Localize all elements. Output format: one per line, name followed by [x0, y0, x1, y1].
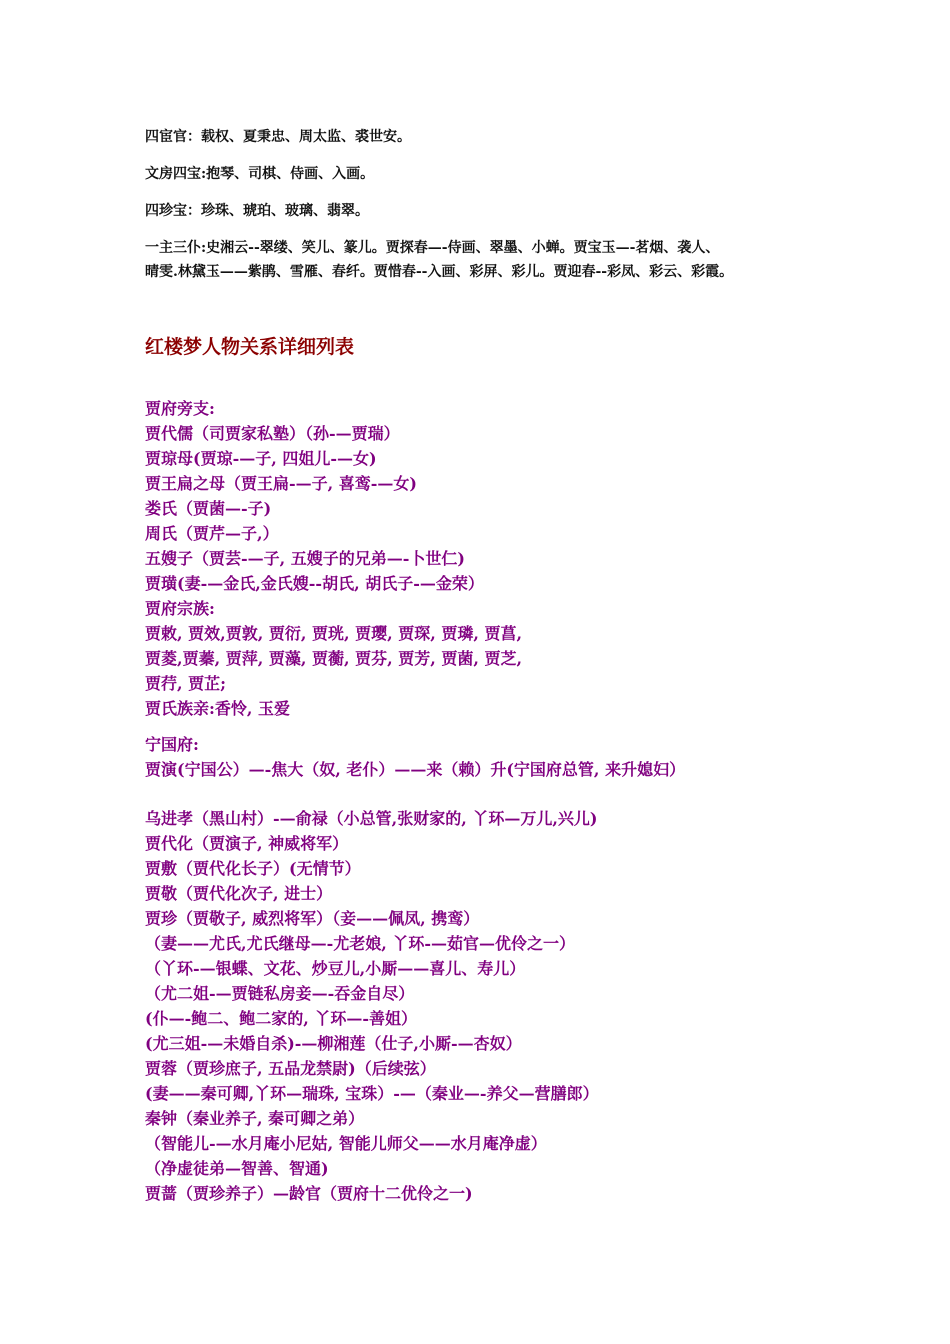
list-item: 贾府旁支:: [145, 399, 215, 418]
list-item: 贾府宗族:: [145, 599, 215, 618]
list-item: 宁国府:: [145, 735, 199, 754]
list-item: 贾蔷（贾珍养子）—龄官（贾府十二优伶之一): [145, 1184, 473, 1203]
list-item: 贾菱,贾蓁, 贾萍, 贾藻, 贾蘅, 贾芬, 贾芳, 贾菌, 贾芝,: [145, 649, 523, 668]
list-item: （智能儿-—水月庵小尼姑, 智能儿师父——水月庵净虚）: [145, 1134, 547, 1153]
list-item: 周氏（贾芹—子,）: [145, 524, 279, 543]
list-item: 乌进孝（黑山村）-—俞禄（小总管,张财家的, 丫环—万儿,兴儿): [145, 809, 598, 828]
list-item: 贾代儒（司贾家私塾）（孙-—贾瑞）: [145, 424, 400, 443]
list-item: 贾演(宁国公）—-焦大（奴, 老仆）——来（赖）升(宁国府总管, 来升媳妇）: [145, 760, 686, 779]
list-item: 贾荇, 贾芷;: [145, 674, 227, 693]
list-item: 贾代化（贾演子, 神威将军）: [145, 834, 349, 853]
list-item: 贾璜(妻-—金氏,金氏嫂--胡氏, 胡氏子-—金荣）: [145, 574, 484, 593]
list-item: 贾氏族亲:香怜, 玉爱: [145, 699, 291, 718]
list-item: (妻——秦可卿,丫环—瑞珠, 宝珠）-—（秦业—-养父—营膳郎）: [145, 1084, 599, 1103]
list-item: 贾蓉（贾珍庶子, 五品龙禁尉)（后续弦）: [145, 1059, 436, 1078]
list-item: (尤三姐-—未婚自杀)-—柳湘莲（仕子,小厮-—杏奴）: [145, 1034, 522, 1053]
list-item: 五嫂子（贾芸-—子, 五嫂子的兄弟—-卜世仁): [145, 549, 465, 568]
masters-servants-line: 一主三仆:史湘云--翠缕、笑儿、篆儿。贾探春—-侍画、翠墨、小蝉。贾宝玉—-茗烟、袭人、: [145, 240, 720, 256]
list-item: （尤二姐-—贾链私房妾—-吞金自尽）: [145, 984, 415, 1003]
list-item: (仆—-鲍二、鲍二家的, 丫环—-善姐）: [145, 1009, 417, 1028]
list-item: 贾琼母(贾琼-—子, 四姐儿-—女): [145, 449, 377, 468]
four-treasures-line: 四珍宝：珍珠、琥珀、玻璃、翡翠。: [145, 203, 369, 219]
list-item: （丫环-—银蝶、文花、炒豆儿,小厮——喜儿、寿儿）: [145, 959, 526, 978]
masters-servants-line-cont: 晴雯.林黛玉——紫鹃、雪雁、春纤。贾惜春--入画、彩屏、彩儿。贾迎春--彩凤、彩云、彩霞。: [145, 264, 734, 280]
section-heading: 红楼梦人物关系详细列表: [145, 336, 355, 358]
list-item: （妻——尤氏,尤氏继母—-尤老娘, 丫环-—茹官—优伶之一）: [145, 934, 575, 953]
study-treasures-line: 文房四宝:抱琴、司棋、侍画、入画。: [145, 166, 375, 182]
list-item: 贾王扁之母（贾王扁-—子, 喜鸾-—女): [145, 474, 417, 493]
eunuchs-line: 四宦官：载权、夏秉忠、周太监、裘世安。: [145, 129, 411, 145]
list-item: （净虚徒弟—智善、智通): [145, 1159, 329, 1178]
list-item: 贾敷（贾代化长子）(无情节）: [145, 859, 361, 878]
list-item: 贾敬（贾代化次子, 进士）: [145, 884, 333, 903]
list-item: 贾敕, 贾效,贾敦, 贾衍, 贾珖, 贾璎, 贾琛, 贾璘, 贾菖,: [145, 624, 523, 643]
list-item: 贾珍（贾敬子, 威烈将军）（妾——佩凤, 携鸾）: [145, 909, 480, 928]
list-item: 秦钟（秦业养子, 秦可卿之弟）: [145, 1109, 365, 1128]
list-item: 娄氏（贾菌—-子): [145, 499, 272, 518]
